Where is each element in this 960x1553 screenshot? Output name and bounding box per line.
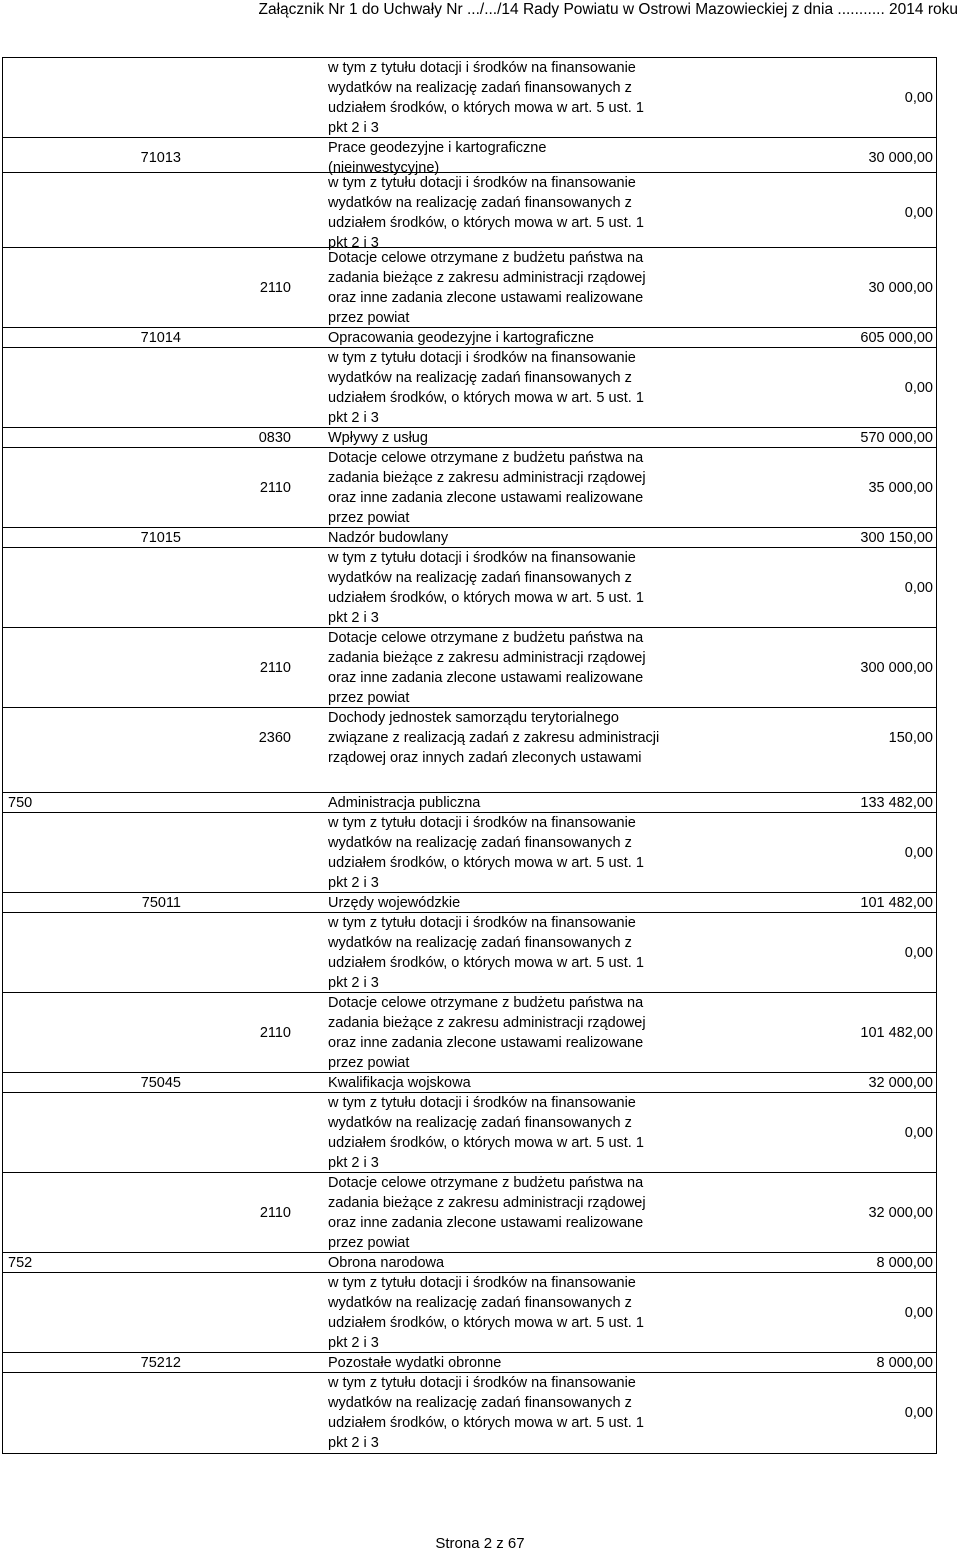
- table-row: [3, 173, 936, 253]
- amount: 101 482,00: [860, 1025, 933, 1041]
- rozdzial-code: 75212: [140, 1355, 181, 1371]
- table-row: [3, 913, 936, 993]
- description-line: Dotacje celowe otrzymane z budżetu państwa na: [328, 450, 644, 466]
- description-line: Nadzór budowlany: [328, 530, 449, 546]
- description-line: udziałem środków, o których mowa w art. 5 ust. 1: [328, 390, 644, 406]
- row-divider: [3, 427, 936, 428]
- rozdzial-code: 75045: [140, 1075, 181, 1091]
- paragraf-code: 2110: [259, 660, 291, 676]
- rozdzial-code: 71014: [140, 330, 181, 346]
- description-line: pkt 2 i 3: [328, 235, 379, 251]
- rozdzial-code: 75011: [141, 895, 181, 911]
- description-line: zadania bieżące z zakresu administracji rządowej: [328, 1195, 646, 1211]
- description-line: Urzędy wojewódzkie: [328, 895, 461, 911]
- description-line: pkt 2 i 3: [328, 610, 379, 626]
- description-line: wydatków na realizację zadań finansowanych z: [328, 1395, 632, 1411]
- description-line: oraz inne zadania zlecone ustawami realizowane: [328, 1215, 644, 1231]
- description-line: wydatków na realizację zadań finansowanych z: [328, 80, 632, 96]
- description-line: udziałem środków, o których mowa w art. 5 ust. 1: [328, 590, 644, 606]
- description-line: przez powiat: [328, 310, 410, 326]
- table-row: [3, 813, 936, 893]
- table-row: [3, 628, 936, 708]
- description-line: przez powiat: [328, 1055, 410, 1071]
- description-line: wydatków na realizację zadań finansowanych z: [328, 370, 632, 386]
- row-divider: [3, 707, 936, 708]
- table-row: [3, 1373, 936, 1453]
- amount: 0,00: [904, 945, 933, 961]
- table-row: [3, 993, 936, 1073]
- row-divider: [3, 912, 936, 913]
- description-line: oraz inne zadania zlecone ustawami realizowane: [328, 1035, 644, 1051]
- description-line: rządowej oraz innych zadań zleconych ustawami: [328, 750, 642, 766]
- description-line: przez powiat: [328, 690, 410, 706]
- description-line: zadania bieżące z zakresu administracji rządowej: [328, 1015, 646, 1031]
- description-line: Obrona narodowa: [328, 1255, 445, 1271]
- amount: 0,00: [904, 1305, 933, 1321]
- description-line: Dotacje celowe otrzymane z budżetu państwa na: [328, 250, 644, 266]
- row-divider: [3, 1072, 936, 1073]
- description-line: Dochody jednostek samorządu terytorialnego: [328, 710, 619, 726]
- amount: 101 482,00: [860, 895, 933, 911]
- row-divider: [3, 1352, 936, 1353]
- description-line: w tym z tytułu dotacji i środków na finansowanie: [328, 1375, 636, 1391]
- row-divider: [3, 1172, 936, 1173]
- description-line: w tym z tytułu dotacji i środków na finansowanie: [328, 915, 636, 931]
- description-line: w tym z tytułu dotacji i środków na finansowanie: [328, 1095, 636, 1111]
- description-line: pkt 2 i 3: [328, 975, 379, 991]
- description-line: wydatków na realizację zadań finansowanych z: [328, 835, 632, 851]
- table-row: [3, 793, 936, 813]
- table-row: [3, 1253, 936, 1273]
- amount: 8 000,00: [876, 1355, 933, 1371]
- description-line: udziałem środków, o których mowa w art. 5 ust. 1: [328, 1135, 644, 1151]
- amount: 30 000,00: [868, 280, 933, 296]
- row-divider: [3, 527, 936, 528]
- amount: 300 150,00: [860, 530, 933, 546]
- description-line: w tym z tytułu dotacji i środków na finansowanie: [328, 1275, 636, 1291]
- row-divider: [3, 347, 936, 348]
- description-line: Dotacje celowe otrzymane z budżetu państwa na: [328, 1175, 644, 1191]
- table-row: [3, 1173, 936, 1253]
- paragraf-code: 2360: [258, 730, 291, 746]
- amount: 300 000,00: [860, 660, 933, 676]
- amount: 133 482,00: [860, 795, 933, 811]
- table-row: [3, 1353, 936, 1373]
- amount: 32 000,00: [868, 1205, 933, 1221]
- table-row: [3, 328, 936, 348]
- row-divider: [3, 247, 936, 248]
- row-divider: [3, 1252, 936, 1253]
- rozdzial-code: 71015: [140, 530, 181, 546]
- paragraf-code: 0830: [258, 430, 291, 446]
- row-divider: [3, 792, 936, 793]
- description-line: oraz inne zadania zlecone ustawami realizowane: [328, 290, 644, 306]
- description-line: pkt 2 i 3: [328, 875, 379, 891]
- table-row: [3, 58, 936, 138]
- table-row: [3, 1073, 936, 1093]
- page-header: Załącznik Nr 1 do Uchwały Nr .../.../14 Rady Powiatu w Ostrowi Mazowieckiej z dnia ........... 2014 roku: [258, 1, 958, 18]
- dzial-code: 750: [8, 795, 33, 811]
- row-divider: [3, 447, 936, 448]
- table-row: [3, 448, 936, 528]
- table-row: [3, 548, 936, 628]
- amount: 0,00: [904, 90, 933, 106]
- row-divider: [3, 892, 936, 893]
- description-line: zadania bieżące z zakresu administracji rządowej: [328, 270, 646, 286]
- description-line: wydatków na realizację zadań finansowanych z: [328, 935, 632, 951]
- description-line: wydatków na realizację zadań finansowanych z: [328, 1115, 632, 1131]
- paragraf-code: 2110: [259, 1025, 291, 1041]
- description-line: udziałem środków, o których mowa w art. 5 ust. 1: [328, 100, 644, 116]
- description-line: Opracowania geodezyjne i kartograficzne: [328, 330, 594, 346]
- description-line: udziałem środków, o których mowa w art. 5 ust. 1: [328, 955, 644, 971]
- table-row: [3, 428, 936, 448]
- description-line: Kwalifikacja wojskowa: [328, 1075, 471, 1091]
- description-line: Pozostałe wydatki obronne: [328, 1355, 502, 1371]
- description-line: wydatków na realizację zadań finansowanych z: [328, 195, 632, 211]
- amount: 0,00: [904, 380, 933, 396]
- amount: 570 000,00: [860, 430, 933, 446]
- description-line: udziałem środków, o których mowa w art. 5 ust. 1: [328, 855, 644, 871]
- table-row: [3, 1093, 936, 1173]
- paragraf-code: 2110: [259, 480, 291, 496]
- description-line: w tym z tytułu dotacji i środków na finansowanie: [328, 175, 636, 191]
- amount: 605 000,00: [860, 330, 933, 346]
- amount: 0,00: [904, 205, 933, 221]
- description-line: oraz inne zadania zlecone ustawami realizowane: [328, 490, 644, 506]
- row-divider: [3, 547, 936, 548]
- page-number: Strona 2 z 67: [435, 1535, 525, 1552]
- description-line: Prace geodezyjne i kartograficzne: [328, 140, 547, 156]
- rozdzial-code: 71013: [140, 150, 181, 166]
- description-line: oraz inne zadania zlecone ustawami realizowane: [328, 670, 644, 686]
- amount: 150,00: [888, 730, 933, 746]
- table-row: [3, 1273, 936, 1353]
- description-line: w tym z tytułu dotacji i środków na finansowanie: [328, 550, 636, 566]
- row-divider: [3, 327, 936, 328]
- description-line: Wpływy z usług: [328, 430, 428, 446]
- description-line: (nieinwestycyjne): [328, 160, 440, 176]
- description-line: udziałem środków, o których mowa w art. 5 ust. 1: [328, 215, 644, 231]
- description-line: zadania bieżące z zakresu administracji rządowej: [328, 470, 646, 486]
- amount: 30 000,00: [868, 150, 933, 166]
- row-divider: [3, 812, 936, 813]
- row-divider: [3, 1372, 936, 1373]
- amount: 0,00: [904, 845, 933, 861]
- row-divider: [3, 1272, 936, 1273]
- description-line: pkt 2 i 3: [328, 1335, 379, 1351]
- row-divider: [3, 172, 936, 173]
- table-row: [3, 708, 936, 768]
- paragraf-code: 2110: [259, 1205, 291, 1221]
- amount: 8 000,00: [876, 1255, 933, 1271]
- description-line: zadania bieżące z zakresu administracji rządowej: [328, 650, 646, 666]
- amount: 0,00: [904, 580, 933, 596]
- row-divider: [3, 992, 936, 993]
- description-line: Dotacje celowe otrzymane z budżetu państwa na: [328, 630, 644, 646]
- description-line: pkt 2 i 3: [328, 1435, 379, 1451]
- description-line: przez powiat: [328, 1235, 410, 1251]
- description-line: w tym z tytułu dotacji i środków na finansowanie: [328, 815, 636, 831]
- description-line: wydatków na realizację zadań finansowanych z: [328, 1295, 632, 1311]
- description-line: pkt 2 i 3: [328, 1155, 379, 1171]
- description-line: udziałem środków, o których mowa w art. 5 ust. 1: [328, 1415, 644, 1431]
- description-line: w tym z tytułu dotacji i środków na finansowanie: [328, 350, 636, 366]
- description-line: przez powiat: [328, 510, 410, 526]
- description-line: związane z realizacją zadań z zakresu administracji: [328, 730, 660, 746]
- row-divider: [3, 627, 936, 628]
- budget-table: [2, 57, 937, 1454]
- table-row: [3, 528, 936, 548]
- row-divider: [3, 1092, 936, 1093]
- dzial-code: 752: [8, 1255, 33, 1271]
- description-line: Dotacje celowe otrzymane z budżetu państwa na: [328, 995, 644, 1011]
- table-row: [3, 893, 936, 913]
- description-line: wydatków na realizację zadań finansowanych z: [328, 570, 632, 586]
- amount: 32 000,00: [868, 1075, 933, 1091]
- amount: 35 000,00: [868, 480, 933, 496]
- description-line: pkt 2 i 3: [328, 120, 379, 136]
- paragraf-code: 2110: [259, 280, 291, 296]
- table-row: [3, 248, 936, 328]
- description-line: Administracja publiczna: [328, 795, 481, 811]
- amount: 0,00: [904, 1405, 933, 1421]
- amount: 0,00: [904, 1125, 933, 1141]
- description-line: pkt 2 i 3: [328, 410, 379, 426]
- table-row: [3, 348, 936, 428]
- description-line: w tym z tytułu dotacji i środków na finansowanie: [328, 60, 636, 76]
- row-divider: [3, 137, 936, 138]
- description-line: udziałem środków, o których mowa w art. 5 ust. 1: [328, 1315, 644, 1331]
